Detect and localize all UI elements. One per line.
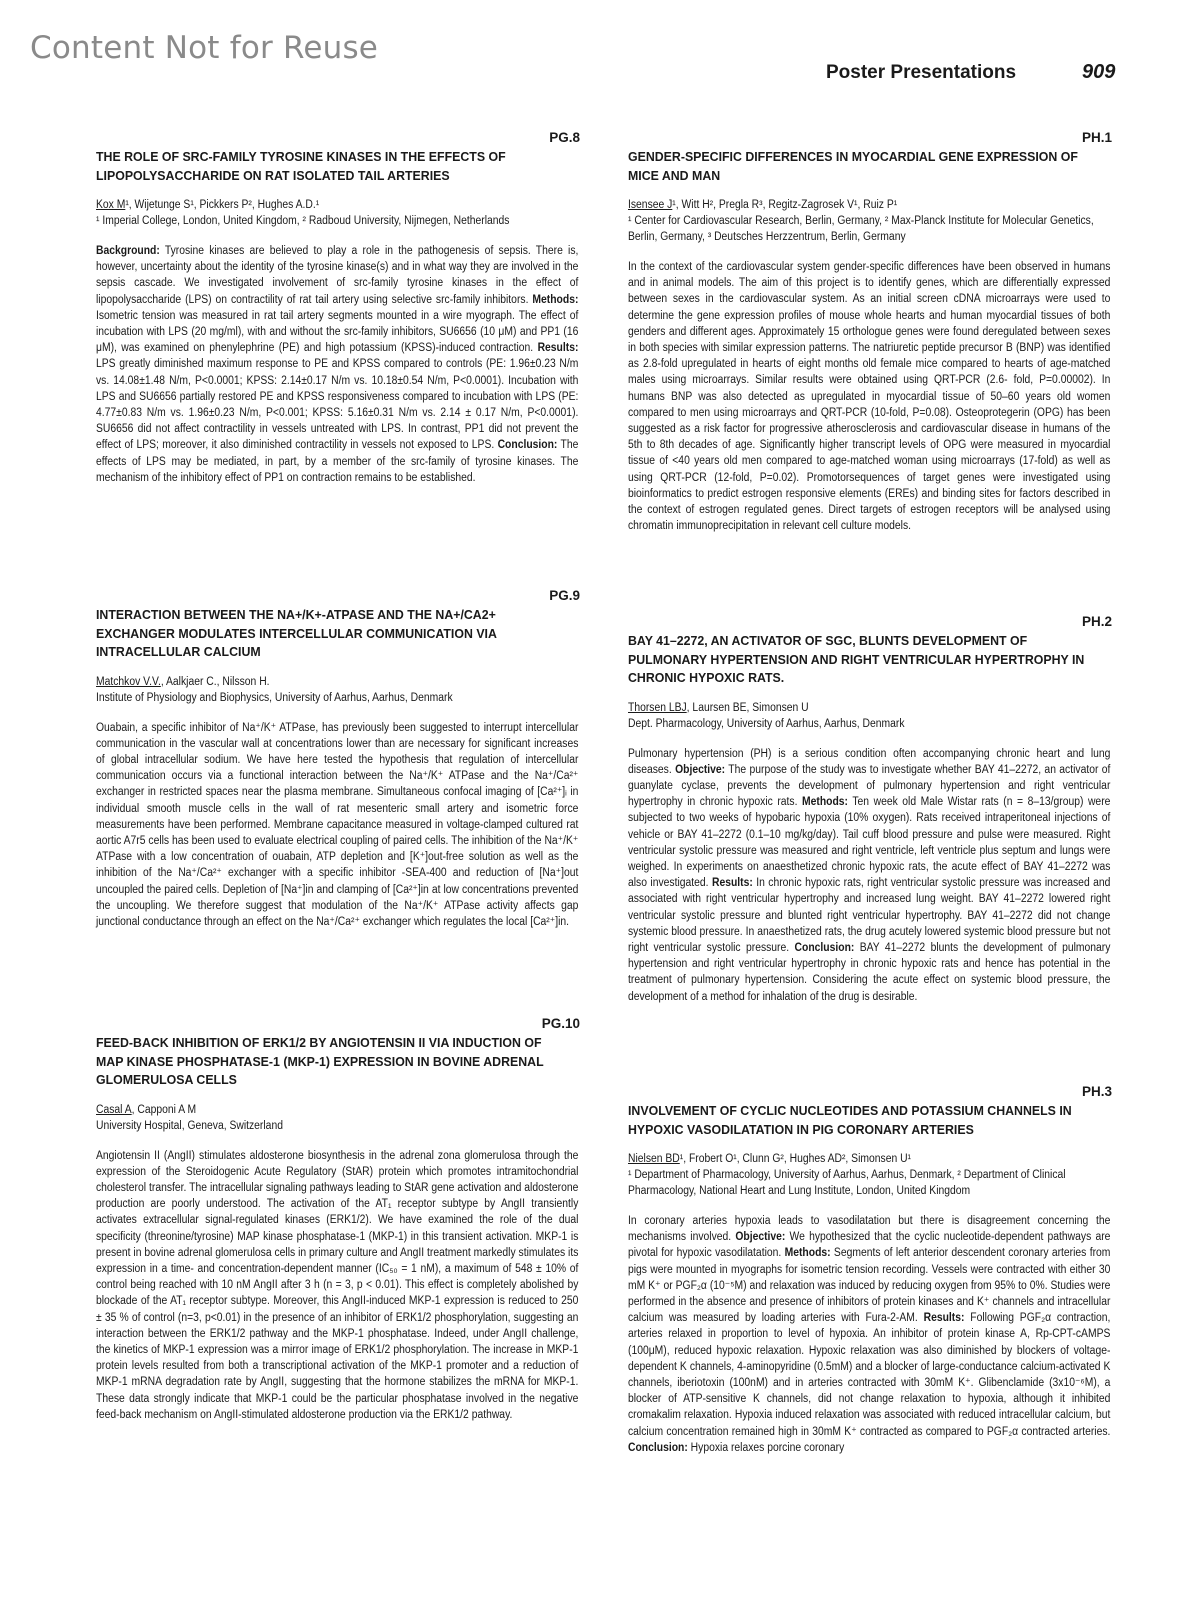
abstract-code: PH.3 xyxy=(1081,1084,1112,1099)
section-text: Hypoxia relaxes porcine coronary xyxy=(687,1441,845,1454)
abstract-pg9 xyxy=(96,588,580,930)
abstract-ph3 xyxy=(628,1084,1112,1456)
section-text: Ouabain, a specific inhibitor of Na⁺/K⁺ ATPase, has previously been suggested to interrupt intercellular communication in the vascular wall at concentrations lower than are necessary for significant increases of global intracellular sodium. We have here tested the hypothesis that regulation of intercellular communication occurs via a functional interaction between the Na⁺/K⁺ ATPase and the Na⁺/Ca²⁺ exchanger in restricted spaces near the plasma membrane. Simultaneous confocal imaging of [Ca²⁺]ᵢ in individual smooth muscle cells in the wall of rat mesenteric small artery and isometric force measurements have been performed. Membrane capacitance measured in voltage-clamped cultured rat aortic A7r5 cells has been used to evaluate electrical coupling of paired cells. The inhibition of the Na⁺/K⁺ ATPase with a low concentration of ouabain, ATP depletion and [K⁺]out-free solution as well as the inhibition of the Na⁺/Ca²⁺ exchanger with a specific inhibitor -SEA-400 and reduction of [Na⁺]out uncoupled the paired cells. Depletion of [Na⁺]in and clamping of [Ca²⁺]in at low concentrations prevented the uncoupling. We therefore suggest that modulation of the Na⁺/K⁺ ATPase activity affects gap junctional conductance through an effect on the Na⁺/Ca²⁺ exchanger which regulates the local [Ca²⁺]in. xyxy=(96,721,579,928)
running-header: Poster Presentations xyxy=(826,62,1017,83)
section-text: In coronary arteries hypoxia leads to vasodilatation but there is disagreement concerning the mechanisms involved. xyxy=(628,1215,1111,1244)
section-text: Tyrosine kinases are believed to play a role in the pathogenesis of sepsis. There is, however, uncertainty about the identity of the tyrosine kinase(s) and in what way they are involved in the sepsis cascade. We investigated involvement of src-family tyrosine kinases in the effect of lipopolysaccharide (LPS) on contractility of rat tail artery using selective src-family inhibitors. xyxy=(96,245,579,306)
section-label: Methods: xyxy=(784,1247,831,1260)
section-text: Pulmonary hypertension (PH) is a serious condition often accompanying chronic heart and lung diseases. xyxy=(628,747,1111,776)
section-text: Isometric tension was measured in rat tail artery segments mounted in a wire myograph. The effect of incubation with LPS (20 mg/ml), with and without the src-family inhibitors, SU6656 (10 μM) and PP1 (16 μM), was examined on phenylephrine (PE) and high potassium (KPSS)-induced contraction. xyxy=(96,309,579,355)
section-label: Conclusion: xyxy=(628,1441,688,1454)
abstract-authors xyxy=(96,197,578,213)
co-authors: ¹, Witt H², Pregla R³, Regitz-Zagrosek V¹, Ruiz P¹ xyxy=(672,199,898,211)
abstract-affiliation: Dept. Pharmacology, University of Aarhus, Aarhus, Denmark xyxy=(628,717,905,730)
section-text: We hypothesized that the cyclic nucleotide-dependent pathways are pivotal for hypoxic vasodilatation. xyxy=(628,1231,1111,1260)
abstract-authors xyxy=(628,197,1110,213)
presenting-author: Nielsen BD xyxy=(628,1153,680,1165)
section-text: LPS greatly diminished maximum response to PE and KPSS compared to controls (PE: 1.96±0.23 N/m vs. 14.08±1.48 N/m, P<0.0001; KPSS: 2.14±0.17 N/m vs. 10.18±0.54 N/m, P<0.0001). Incubation with LPS and SU6656 partially restored PE and KPSS responsiveness compared to incubation with LPS (PE: 4.77±0.83 N/m vs. 1.96±0.23 N/m, P<0.001; KPSS: 5.16±0.31 N/m vs. 2.14 ± 0.17 N/m, P<0.0001). SU6656 did not affect contractility in vessels untreated with LPS. In contrast, PP1 did not prevent the effect of LPS; moreover, it also diminished contractility in vessels not exposed to LPS. xyxy=(96,358,579,452)
abstract-code: PG.9 xyxy=(549,588,580,603)
abstract-body xyxy=(96,243,578,486)
abstract-body xyxy=(96,720,578,931)
abstract-authors xyxy=(96,674,578,690)
section-text: The effects of LPS may be mediated, in part, by a member of the src-family of tyrosine kinases. The mechanism of the inhibitory effect of PP1 on contraction remains to be established. xyxy=(96,439,579,484)
abstract-body xyxy=(628,746,1110,1005)
section-text: BAY 41–2272 blunts the development of pulmonary hypertension and right ventricular hypertrophy in chronic hypoxic rats and hence has potential in the treatment of pulmonary hypertension. Considering the acute effect on systemic blood pressure, the development of a method for inhalation of the drug is desirable. xyxy=(628,941,1111,1003)
section-text: Following PGF₂α contraction, arteries relaxed in proportion to level of hypoxia. An inhibitor of protein kinase A, Rp-CPT-cAMPS (100μM), reduced hypoxic relaxation. Hypoxic relaxation was also diminished by blockers of voltage-dependent K channels, 4-aminopyridine (0.5mM) and a blocker of large-conductance calcium-activated K channels, iberiotoxin (100nM) and in arteries contracted with 30mM K⁺. Glibenclamide (3x10⁻⁶M), a blocker of ATP-sensitive K channels, did not change relaxation to hypoxia, although it inhibited cromakalim relaxation. Hypoxia induced relaxation was associated with reduced intracellular calcium, but calcium concentration remained high in 30mM K⁺ contracted as compared to PGF₂α contracted arteries. xyxy=(628,1312,1111,1438)
co-authors: , Laursen BE, Simonsen U xyxy=(686,701,809,714)
abstract-ph2 xyxy=(628,614,1112,1005)
section-text: Angiotensin II (AngII) stimulates aldosterone biosynthesis in the adrenal zona glomerulosa through the expression of the Steroidogenic Acute Regulatory (StAR) protein which promotes intramitochondrial cholesterol transfer. The intracellular signaling pathways leading to StAR gene activation and aldosterone production are poorly understood. The activation of the AT₁ receptor subtype by AngII transiently activates extracellular signal-regulated kinases (ERK1/2). We have examined the role of the dual specificity (threonine/tyrosine) MAP kinase phosphatase-1 (MKP-1) in this transient activation. MKP-1 is present in bovine adrenal glomerulosa cells in primary culture and AngII treatment markedly stimulates its expression in a time- and concentration-dependent manner (IC₅₀ = 1 nM), a maximum of 548 ± 10% of control being reached with 10 nM AngII after 3 h (n = 3, p < 0.01). This effect is completely abolished by blockade of the AT₁ receptor subtype. Moreover, this AngII-induced MKP-1 expression is reduced to 250 ± 35 % of control (n=3, p<0.01) in the presence of an inhibitor of ERK1/2 phosphorylation, suggesting an interaction between the ERK1/2 pathway and the MKP-1 phosphatase. Indeed, under AngII challenge, the kinetics of MKP-1 expression was a mirror image of ERK1/2 phosphorylation. The increase in MKP-1 protein levels resulted from both a transcriptional activation of the MKP-1 promoter and a reduction of MKP-1 mRNA degradation rate by AngII, suggesting that the hormone stabilizes the mRNA for MKP-1. These data strongly indicate that MKP-1 could be the particular phosphatase involved in the negative feed-back mechanism on AngII-stimulated aldosterone production via the ERK1/2 pathway. xyxy=(96,1149,579,1421)
abstract-title: BAY 41–2272, AN ACTIVATOR OF SGC, BLUNTS DEVELOPMENT OF PULMONARY HYPERTENSION AND RIGHT VENTRICULAR HYPERTROPHY IN CHRONIC HYPOXIC RATS. xyxy=(628,633,1085,685)
section-label: Results: xyxy=(923,1312,965,1325)
presenting-author: Isensee J xyxy=(628,199,673,211)
section-label: Background: xyxy=(96,245,160,257)
section-label: Results: xyxy=(537,342,579,355)
abstract-affiliation: ¹ Center for Cardiovascular Research, Berlin, Germany, ² Max-Planck Institute for Molecular Genetics, Berlin, Germany, ³ Deutsches Herzzentrum, Berlin, Germany xyxy=(628,215,1094,243)
abstract-authors xyxy=(628,700,1110,716)
abstract-body xyxy=(96,1148,578,1423)
abstract-affiliation: University Hospital, Geneva, Switzerland xyxy=(96,1119,283,1132)
presenting-author: Casal A xyxy=(96,1103,132,1116)
abstract-code: PG.8 xyxy=(549,130,580,145)
abstract-title: GENDER-SPECIFIC DIFFERENCES IN MYOCARDIAL GENE EXPRESSION OF MICE AND MAN xyxy=(628,149,1078,183)
abstract-ph1 xyxy=(628,130,1112,534)
abstract-affiliation: ¹ Imperial College, London, United Kingdom, ² Radboud University, Nijmegen, Netherlands xyxy=(96,215,510,227)
section-label: Objective: xyxy=(675,763,726,776)
abstract-affiliation: ¹ Department of Pharmacology, University of Aarhus, Aarhus, Denmark, ² Department of Clinical Pharmacology, National Heart and Lung Institute, London, United Kingdom xyxy=(628,1169,1066,1197)
abstract-body xyxy=(628,1213,1110,1456)
abstract-code: PG.10 xyxy=(541,1016,580,1031)
abstract-title: FEED-BACK INHIBITION OF ERK1/2 BY ANGIOTENSIN II VIA INDUCTION OF MAP KINASE PHOSPHATASE-1 (MKP-1) EXPRESSION IN BOVINE ADRENAL GLOMERULOSA CELLS xyxy=(96,1035,544,1087)
co-authors: ¹, Wijetunge S¹, Pickkers P², Hughes A.D.¹ xyxy=(125,199,320,211)
co-authors: , Capponi A M xyxy=(131,1103,197,1116)
presenting-author: Kox M xyxy=(96,199,126,211)
abstract-code: PH.2 xyxy=(1081,614,1112,629)
abstract-title: INTERACTION BETWEEN THE NA+/K+-ATPASE AND THE NA+/CA2+ EXCHANGER MODULATES INTERCELLULAR COMMUNICATION VIA INTRACELLULAR CALCIUM xyxy=(96,607,497,659)
section-label: Results: xyxy=(711,877,753,890)
section-label: Methods: xyxy=(532,293,579,306)
abstract-authors xyxy=(628,1151,1110,1167)
abstract-title: INVOLVEMENT OF CYCLIC NUCLEOTIDES AND POTASSIUM CHANNELS IN HYPOXIC VASODILATATION IN PIG CORONARY ARTERIES xyxy=(628,1103,1072,1137)
section-text: The purpose of the study was to investigate whether BAY 41–2272, an activator of guanylate cyclase, prevents the development of pulmonary hypertension and right ventricular hypertrophy in chronic hypoxic rats. xyxy=(628,763,1111,809)
abstract-title: THE ROLE OF SRC-FAMILY TYROSINE KINASES IN THE EFFECTS OF LIPOPOLYSACCHARIDE ON RAT ISOLATED TAIL ARTERIES xyxy=(96,149,506,183)
section-label: Methods: xyxy=(802,796,849,809)
watermark: Content Not for Reuse xyxy=(30,30,379,66)
page-number: 909 xyxy=(1082,61,1116,83)
abstract-affiliation: Institute of Physiology and Biophysics, University of Aarhus, Aarhus, Denmark xyxy=(96,691,453,704)
section-label: Conclusion: xyxy=(497,439,558,452)
co-authors: , Aalkjaer C., Nilsson H. xyxy=(160,675,270,688)
abstract-body xyxy=(628,259,1110,534)
presenting-author: Thorsen LBJ xyxy=(628,701,687,714)
section-text: Ten week old Male Wistar rats (n = 8–13/group) were subjected to two weeks of hypobaric hypoxia (10% oxygen). Rats received intraperitoneal injections of vehicle or BAY 41–2272 (0.1–10 mg/kg/day). Tail cuff blood pressure and pulse were measured. Right ventricular systolic pressure was measured and right ventricle, left ventricle plus septum and lungs were weighed. In experiments on anaesthetized chronic hypoxic rats, the acute effect of BAY 41–2272 was also investigated. xyxy=(628,796,1111,890)
presenting-author: Matchkov V.V. xyxy=(96,675,161,688)
section-text: In chronic hypoxic rats, right ventricular systolic pressure was increased and associated with right ventricular hypertrophy and increased lung weight. BAY 41–2272 lowered right ventricular systolic pressure and blunted right ventricular hypertrophy. BAY 41–2272 did not change systemic blood pressure. In anaesthetized rats, the drug acutely lowered systemic blood pressure but not right ventricular systolic pressure. xyxy=(628,877,1111,954)
abstract-pg8 xyxy=(96,130,580,486)
section-text: In the context of the cardiovascular system gender-specific differences have been observed in humans and in animal models. The aim of this project is to identify genes, which are differentially expressed between sexes in the cardiovascular system. As an initial screen cDNA microarrays were used to determine the gene expression profiles of mouse whole hearts and human myocardial tissues of both genders and different ages. Approximately 15 orthologue genes were found deregulated between sexes in both species with similar expression patterns. The natriuretic peptide precursor B (BNP) was identified as 2.8-fold upregulated in hearts of eight months old female mice compared to hearts of age-matched males using microarrays. Similar results were obtained using QRT-PCR (2.6- fold, P=0.00002). In humans BNP was also detected as upregulated in myocardial tissue of 50–60 years old women compared to men using microarrays and QRT-PCR (10-fold, P=0.08). Osteoprotegerin (OPG) has been suggested as a risk factor for progressive atherosclerosis and cardiovascular disease in humans of the 5th to 8th decades of age. Significantly higher transcript levels of OPG were measured in myocardial tissue of <40 years old men compared to age-matched woman using microarrays (17-fold) as well as using QRT-PCR (12-fold, P=0.02). Promotorsequences of target genes were investigated using bioinformatics to predict estrogen responsive elements (EREs) and binding sites for factors described in the context of estrogen regulated genes. Direct targets of estrogen receptors will be analysed using chromatin immunoprecipitation in relevant cell culture models. xyxy=(628,261,1111,533)
abstract-code: PH.1 xyxy=(1081,130,1112,145)
section-label: Conclusion: xyxy=(794,941,855,954)
co-authors: ¹, Frobert O¹, Clunn G², Hughes AD², Simonsen U¹ xyxy=(679,1153,912,1165)
abstract-authors xyxy=(96,1102,578,1118)
abstract-pg10 xyxy=(96,1016,580,1423)
section-text: Segments of left anterior descendent coronary arteries from pigs were mounted in myographs for isometric tension recording. Vessels were contracted with either 30 mM K⁺ or PGF₂α (10⁻⁵M) and relaxation was induced by reducing oxygen from 95% to 0%. Studies were performed in the absence and presence of inhibitors of protein kinases and K⁺ channels and intracellular calcium was measured by loading arteries with Fura-2-AM. xyxy=(628,1247,1111,1325)
section-label: Objective: xyxy=(735,1231,786,1244)
